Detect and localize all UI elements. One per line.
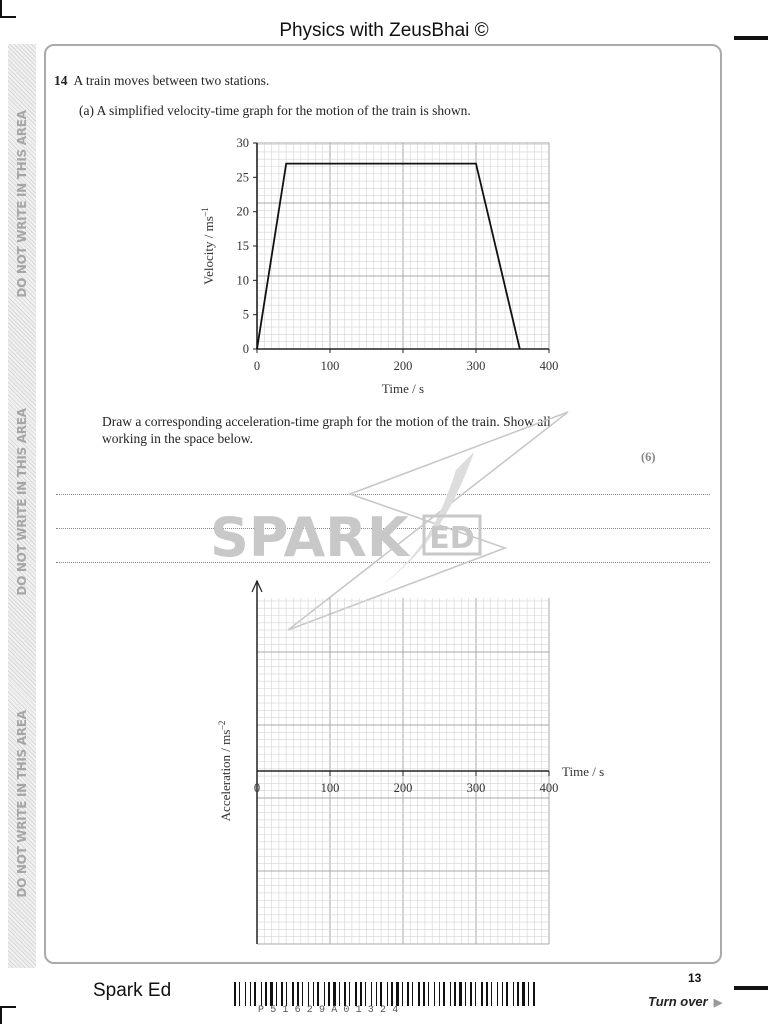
barcode-bar-106 [513,982,514,1006]
turn-over-link[interactable] [648,994,722,1009]
barcode-bar-38 [333,982,336,1006]
barcode-bar-88 [465,982,466,1006]
barcode-bar-96 [486,982,488,1006]
barcode-digits: P51629A01324 [258,1005,405,1016]
question-stem-text: A train moves between two stations. [73,73,270,88]
barcode-bar-52 [371,982,372,1006]
instruction-line-1: Draw a corresponding acceleration-time graph for the motion of the train. Show all [102,414,551,429]
barcode-bar-78 [439,982,440,1006]
spark-ed-watermark [210,412,568,630]
velocity-y-tick-label-30: 30 [236,136,249,150]
barcode-bar-4 [245,982,246,1006]
barcode-bar-60 [391,982,393,1006]
barcode [234,982,535,1006]
barcode-bar-8 [254,982,256,1006]
part-a-label: (a) [79,103,94,118]
barcode-bar-48 [360,982,362,1006]
barcode-bar-6 [250,982,251,1006]
barcode-bar-82 [450,982,451,1006]
margin-notice-top: DO NOT WRITE IN THIS AREA [15,110,29,298]
velocity-graph-x-axis-label-text: Time / s [381,381,425,396]
barcode-bar-42 [344,982,346,1006]
barcode-bar-24 [297,982,299,1006]
barcode-bar-112 [528,982,529,1006]
acceleration-x-tick-label-100: 100 [320,781,340,795]
page-number: 13 [688,971,702,985]
barcode-bar-64 [402,982,403,1006]
barcode-bar-22 [292,982,294,1006]
barcode-bar-28 [308,982,309,1006]
footer-brand: Spark Ed [93,980,172,1001]
velocity-x-tick-label-0: 0 [253,359,261,373]
barcode-bar-74 [428,982,429,1006]
barcode-bar-92 [475,982,476,1006]
marks-label: (6) [641,450,656,464]
velocity-y-tick-label-25: 25 [236,170,249,185]
acceleration-graph-y-axis-label-text: Acceleration / ms [218,729,233,822]
velocity-graph-x-axis-label [382,381,424,396]
barcode-bar-36 [328,982,330,1006]
velocity-graph-grid [257,143,549,349]
barcode-bar-26 [302,982,303,1006]
barcode-bar-54 [376,982,377,1006]
watermark-badge-text: ED [429,521,475,556]
barcode-bar-80 [443,982,445,1006]
acceleration-graph-x-axis-label [562,764,604,779]
margin-notice-bottom: DO NOT WRITE IN THIS AREA [15,710,29,898]
acceleration-x-tick-label-300: 300 [466,781,486,795]
barcode-bar-56 [380,982,382,1006]
turn-over-label: Turn over [648,994,708,1009]
barcode-bar-34 [324,982,325,1006]
barcode-bar-10 [261,982,262,1006]
acceleration-x-tick-label-400: 400 [539,781,559,795]
barcode-bar-90 [470,982,472,1006]
acceleration-graph-y-axis-label-exponent: –2 [217,720,227,730]
velocity-graph-y-axis-label-text: Velocity / ms [201,216,216,285]
acceleration-x-tick-label-0: 0 [253,781,261,795]
barcode-bar-110 [522,982,525,1006]
barcode-bar-58 [387,982,388,1006]
barcode-bar-94 [481,982,483,1006]
velocity-x-tick-label-200: 200 [393,359,413,373]
barcode-bar-50 [365,982,366,1006]
velocity-graph-y-axis-label [200,207,216,285]
margin-notice-middle: DO NOT WRITE IN THIS AREA [15,408,29,596]
barcode-bar-20 [286,982,287,1006]
velocity-x-tick-label-300: 300 [466,359,486,373]
barcode-bar-62 [396,982,399,1006]
barcode-bar-104 [506,982,508,1006]
acceleration-x-tick-label-200: 200 [393,781,413,795]
barcode-bar-18 [281,982,283,1006]
velocity-y-tick-label-5: 5 [242,307,249,322]
barcode-bar-14 [270,982,273,1006]
barcode-bar-72 [423,982,425,1006]
barcode-bar-108 [517,982,519,1006]
barcode-bar-32 [317,982,319,1006]
acceleration-graph-y-axis-label [217,721,233,822]
velocity-y-tick-label-20: 20 [236,204,249,219]
barcode-bar-30 [313,982,314,1006]
barcode-bar-102 [502,982,503,1006]
acceleration-graph-axes [252,581,549,944]
velocity-x-tick-label-400: 400 [539,359,559,373]
part-a-text: A simplified velocity-time graph for the motion of the train is shown. [96,103,471,118]
barcode-bar-84 [454,982,456,1006]
barcode-bar-40 [339,982,340,1006]
acceleration-graph-x-axis-label-text: Time / s [562,764,605,779]
barcode-bar-114 [533,982,535,1006]
velocity-x-tick-label-100: 100 [320,359,340,373]
barcode-bar-0 [234,982,236,1006]
barcode-bar-66 [407,982,409,1006]
question-number: 14 [54,73,68,88]
barcode-bar-86 [459,982,462,1006]
barcode-bar-12 [265,982,267,1006]
barcode-bar-98 [491,982,492,1006]
velocity-y-tick-label-0: 0 [242,342,249,356]
barcode-bar-76 [434,982,435,1006]
watermark-text: SPARK [210,506,409,569]
barcode-bar-2 [239,982,240,1006]
barcode-bar-100 [497,982,498,1006]
barcode-bar-46 [355,982,357,1006]
barcode-bar-68 [412,982,413,1006]
barcode-bar-16 [276,982,277,1006]
page-header-title: Physics with ZeusBhai © [279,20,489,41]
velocity-y-tick-label-15: 15 [236,239,249,253]
arrow-right-icon: ▶ [713,997,723,1009]
velocity-graph-y-axis-label-exponent: –1 [200,207,210,217]
velocity-y-tick-label-10: 10 [236,273,249,288]
barcode-bar-70 [418,982,420,1006]
barcode-bar-44 [349,982,350,1006]
instruction-line-2: working in the space below. [102,431,253,446]
